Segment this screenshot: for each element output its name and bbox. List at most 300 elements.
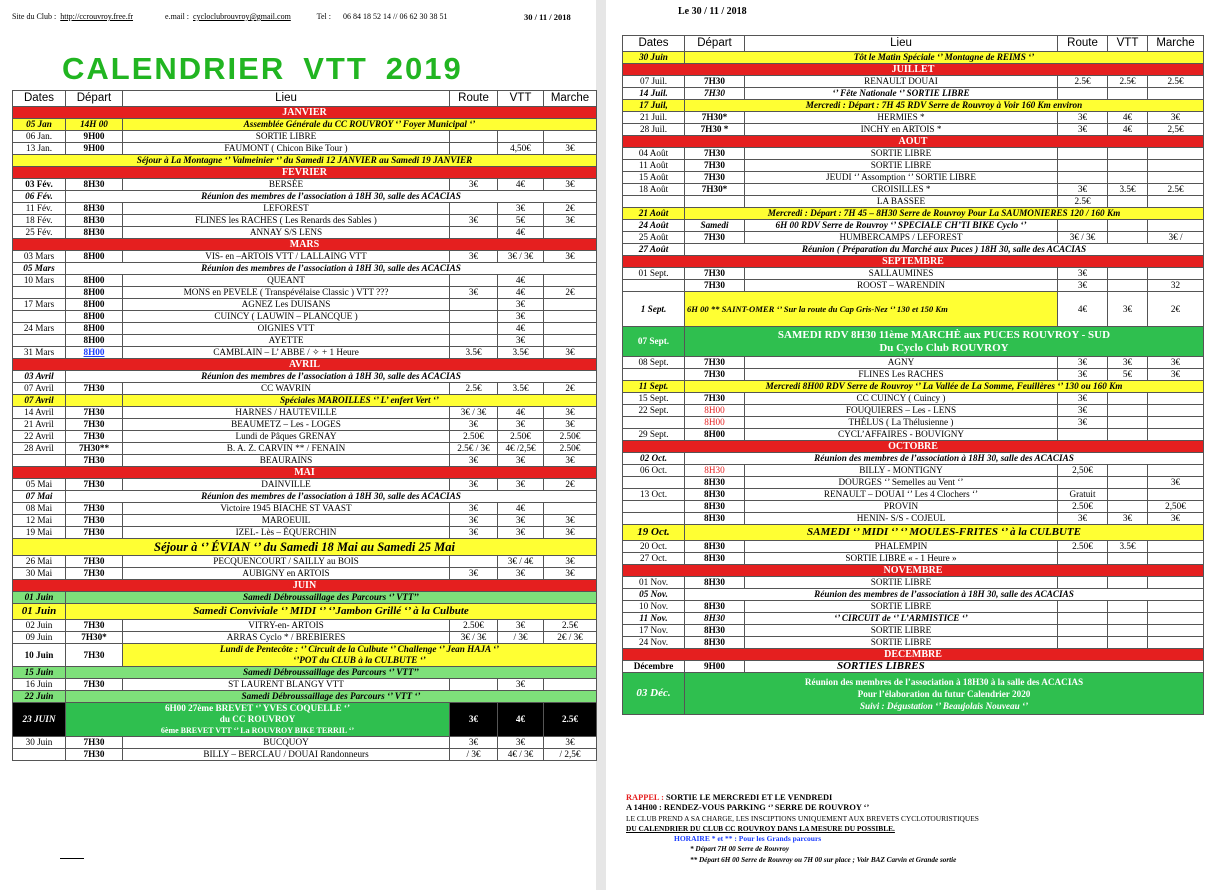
brevet-cell [66, 703, 450, 737]
price-cell [1058, 477, 1108, 489]
price-cell: 5€ [1108, 369, 1148, 381]
table-row [623, 220, 1204, 232]
table-row [13, 679, 597, 691]
charge-note-2: DU CALENDRIER DU CLUB CC ROUVROY DANS LA MESURE DU POSSIBLE. [626, 823, 895, 833]
price-cell [1148, 172, 1204, 184]
price-cell [450, 203, 498, 215]
table-row [623, 525, 1204, 541]
month-label: AOUT [623, 136, 1204, 148]
date-cell: 17 Juil, [623, 100, 685, 112]
price-cell [450, 299, 498, 311]
month-label: MARS [13, 239, 597, 251]
price-cell: 4€ [498, 287, 544, 299]
event-line: Du Cyclo Club ROUVROY [879, 341, 1009, 354]
table-row [623, 100, 1204, 112]
price-cell [1058, 88, 1108, 100]
price-cell: 4€ [1108, 112, 1148, 124]
date-cell: 27 Oct. [623, 553, 685, 565]
table-row [623, 589, 1204, 601]
table-row [623, 501, 1204, 513]
date-cell: 21 Août [623, 208, 685, 220]
price-cell: 2.5€ [544, 620, 597, 632]
depart-cell: 8H30 [66, 227, 123, 239]
table-row [13, 620, 597, 632]
price-cell [544, 311, 597, 323]
price-cell [1058, 160, 1108, 172]
price-cell [1148, 465, 1204, 477]
table-row [13, 539, 597, 556]
event-cell: Mercredi 8H00 RDV Serre de Rouvroy ‘’ La Vallée de La Somme, Feuillères ‘’ 130 ou 160 Km [685, 381, 1204, 393]
event-cell: Spéciales MAROILLES ‘’ L’ enfert Vert ‘’ [123, 395, 597, 407]
price-cell: 4€ [1108, 124, 1148, 136]
table-row [13, 737, 597, 749]
price-cell: 3€ [450, 215, 498, 227]
depart-cell: 7H30 [685, 393, 745, 405]
table-row [13, 203, 597, 215]
calendar-table-left [12, 90, 597, 761]
event-line: Réunion des membres de l’association à 18H30 à la salle des ACACIAS [804, 676, 1084, 687]
date-cell [623, 369, 685, 381]
table-row [623, 88, 1204, 100]
date-cell [13, 749, 66, 761]
date-cell: 30 Juin [623, 52, 685, 64]
lieu-cell: VITRY-en- ARTOIS [123, 620, 450, 632]
price-cell [1108, 577, 1148, 589]
price-cell: 3€ [450, 419, 498, 431]
price-cell [1108, 501, 1148, 513]
lieu-cell: ‘’ Fête Nationale ‘’ SORTIE LIBRE [745, 88, 1058, 100]
date-cell: 23 JUIN [13, 703, 66, 737]
table-row [13, 335, 597, 347]
price-cell [450, 679, 498, 691]
date-cell: 05 Nov. [623, 589, 685, 601]
table-row [623, 292, 1204, 327]
date-cell: 13 Oct. [623, 489, 685, 501]
price-cell [1148, 405, 1204, 417]
price-cell [1108, 88, 1148, 100]
tel-label: Tel : [316, 12, 331, 21]
date-cell: 11 Sept. [623, 381, 685, 393]
depart-cell: 8H30 [685, 553, 745, 565]
lieu-cell: HUMBERCAMPS / LEFOREST [745, 232, 1058, 244]
price-cell: 3€ [544, 179, 597, 191]
price-cell: 4,50€ [498, 143, 544, 155]
price-cell: 3€ [1108, 292, 1148, 327]
column-header: Départ [66, 91, 123, 107]
table-row [623, 232, 1204, 244]
date-cell: 08 Mai [13, 503, 66, 515]
depart-cell: 7H30 [685, 232, 745, 244]
price-cell: 3€ [1058, 268, 1108, 280]
price-cell: 3€ / 3€ [450, 407, 498, 419]
price-cell: 2.50€ [544, 431, 597, 443]
price-cell: 3€ [450, 527, 498, 539]
table-row [623, 577, 1204, 589]
lieu-cell: ST LAURENT BLANGY VTT [123, 679, 450, 691]
date-cell: 19 Mai [13, 527, 66, 539]
lieu-cell: SORTIE LIBRE « - 1 Heure » [745, 553, 1058, 565]
depart-cell: 7H30 [66, 419, 123, 431]
table-row [13, 323, 597, 335]
table-row [13, 263, 597, 275]
event-cell: Tôt le Matin Spéciale ‘’ Montagne de REIMS ‘’ [685, 52, 1204, 64]
price-cell: 3€ [544, 419, 597, 431]
date-cell: 17 Nov. [623, 625, 685, 637]
price-cell [1058, 429, 1108, 441]
lieu-cell: QUEANT [123, 275, 450, 287]
date-cell: 01 Juin [13, 604, 66, 620]
date-cell: 03 Déc. [623, 673, 685, 715]
page-gutter [596, 0, 606, 890]
lieu-cell: FOUQUIERES – Les - LENS [745, 405, 1058, 417]
price-cell: 3€ / 4€ [498, 556, 544, 568]
date-cell [13, 287, 66, 299]
table-row [13, 491, 597, 503]
price-cell: 3€ [1058, 417, 1108, 429]
table-row [13, 131, 597, 143]
date-cell: 10 Nov. [623, 601, 685, 613]
price-cell: 2€ [544, 479, 597, 491]
date-cell: 03 Fév. [13, 179, 66, 191]
depart-cell: 8H30 [685, 541, 745, 553]
depart-cell: 7H30 [685, 88, 745, 100]
price-cell: 3€ [544, 556, 597, 568]
price-cell [1148, 637, 1204, 649]
date-cell: 12 Mai [13, 515, 66, 527]
price-cell: 3€ / 3€ [498, 251, 544, 263]
column-header: Marche [544, 91, 597, 107]
date-cell: 06 Fév. [13, 191, 66, 203]
table-row [623, 601, 1204, 613]
price-cell [450, 143, 498, 155]
price-cell: 3.5€ [498, 347, 544, 359]
month-header [623, 565, 1204, 577]
depart-cell: 8H30 [685, 625, 745, 637]
price-cell: Gratuit [1058, 489, 1108, 501]
price-cell [1148, 541, 1204, 553]
table-row [623, 489, 1204, 501]
lieu-cell: RENAULT DOUAI [745, 76, 1058, 88]
date-cell: 01 Nov. [623, 577, 685, 589]
price-cell: 4€ [498, 703, 544, 737]
lieu-cell: ‘’ CIRCUIT de ‘’ L’ARMISTICE ‘’ [745, 613, 1058, 625]
date-cell: 17 Mars [13, 299, 66, 311]
price-cell: 3.5€ [498, 383, 544, 395]
price-cell: 2.5€ [1148, 184, 1204, 196]
price-cell [1148, 160, 1204, 172]
lieu-cell: HENIN- S/S - COJEUL [745, 513, 1058, 525]
meeting-cell: Réunion des membres de l’association à 18H 30, salle des ACACIAS [66, 371, 597, 383]
depart-cell: 7H30 [66, 503, 123, 515]
table-row [623, 124, 1204, 136]
month-header [623, 64, 1204, 76]
lieu-cell: HERMIES * [745, 112, 1058, 124]
date-cell: 07 Avril [13, 383, 66, 395]
column-header: VTT [1108, 36, 1148, 52]
price-cell: 2€ [1148, 292, 1204, 327]
date-cell: 28 Avril [13, 443, 66, 455]
date-cell: 07 Avril [13, 395, 66, 407]
price-cell: 4€ /2,5€ [498, 443, 544, 455]
table-row [623, 465, 1204, 477]
depart-cell: 7H30* [66, 632, 123, 644]
column-header: Route [1058, 36, 1108, 52]
event-cell: Séjour à ‘’ ÉVIAN ‘’ du Samedi 18 Mai au Samedi 25 Mai [13, 539, 597, 556]
price-cell: 2.50€ [450, 431, 498, 443]
price-cell [1108, 160, 1148, 172]
table-row [13, 632, 597, 644]
table-row [13, 556, 597, 568]
price-cell: 4€ [498, 275, 544, 287]
date-cell: 15 Août [623, 172, 685, 184]
depart-cell: 7H30 [66, 431, 123, 443]
table-row [13, 515, 597, 527]
price-cell: 4€ [498, 227, 544, 239]
depart-cell: 9H00 [685, 661, 745, 673]
lieu-cell: CC WAVRIN [123, 383, 450, 395]
doc-date-right: Le 30 / 11 / 2018 [678, 6, 747, 17]
price-cell [1148, 417, 1204, 429]
price-cell: 3€ [450, 287, 498, 299]
table-row [13, 691, 597, 703]
date-cell: 11 Nov. [623, 613, 685, 625]
depart-cell [685, 196, 745, 208]
month-header [623, 136, 1204, 148]
depart-cell: 8H00 [66, 311, 123, 323]
lieu-cell: SORTIE LIBRE [745, 148, 1058, 160]
price-cell: 3€ [450, 515, 498, 527]
date-cell: 19 Oct. [623, 525, 685, 541]
price-cell [544, 275, 597, 287]
date-cell: 01 Juin [13, 592, 66, 604]
date-cell [623, 417, 685, 429]
depart-cell: 7H30 [66, 515, 123, 527]
email-link[interactable]: cycloclubrouvroy@gmail.com [193, 12, 291, 21]
table-row [623, 76, 1204, 88]
table-row [623, 637, 1204, 649]
event-cell: Samedi Débroussaillage des Parcours ‘’ VTT’’ [66, 592, 597, 604]
price-cell: 2€ / 3€ [544, 632, 597, 644]
price-cell: 2€ [544, 383, 597, 395]
table-row [13, 179, 597, 191]
lieu-cell: CROISILLES * [745, 184, 1058, 196]
month-label: DECEMBRE [623, 649, 1204, 661]
charge-note-1: LE CLUB PREND A SA CHARGE, LES INSCIPTIONS UNIQUEMENT AUX BREVETS CYCLOTOURISTIQUES [626, 813, 979, 823]
date-cell: 20 Oct. [623, 541, 685, 553]
table-row [623, 673, 1204, 715]
column-header: Lieu [745, 36, 1058, 52]
depart-cell: 7H30* [685, 184, 745, 196]
price-cell [1108, 148, 1148, 160]
date-cell: 24 Nov. [623, 637, 685, 649]
table-row [623, 196, 1204, 208]
price-cell [1108, 405, 1148, 417]
table-row [13, 419, 597, 431]
depart-cell: 8H30 [66, 215, 123, 227]
date-cell: 01 Sept. [623, 268, 685, 280]
depart-cell: 7H30 [685, 148, 745, 160]
price-cell [544, 335, 597, 347]
price-cell [1148, 268, 1204, 280]
date-cell: 06 Oct. [623, 465, 685, 477]
price-cell [1148, 88, 1204, 100]
site-url-link[interactable]: http://ccrouvroy.free.fr [60, 12, 134, 21]
brevet-line: 6ème BREVET VTT ‘’ La ROUVROY BIKE TERRIL ‘’ [160, 726, 355, 735]
date-cell: 14 Juil. [623, 88, 685, 100]
event-line: SAMEDI RDV 8H30 11ème MARCHÈ aux PUCES ROUVROY - SUD [777, 328, 1111, 341]
price-cell [1148, 601, 1204, 613]
price-cell: 3€ [498, 620, 544, 632]
price-cell [1108, 625, 1148, 637]
date-cell: 18 Août [623, 184, 685, 196]
event-cell: Assemblée Générale du CC ROUVROY ‘’ Foyer Municipal ‘’ [123, 119, 597, 131]
price-cell [1148, 613, 1204, 625]
depart-cell: 7H30 [66, 679, 123, 691]
price-cell: 3€ [450, 737, 498, 749]
lieu-cell: MAROEUIL [123, 515, 450, 527]
price-cell [1058, 613, 1108, 625]
depart-cell: 7H30 [66, 479, 123, 491]
table-header [13, 91, 597, 107]
lieu-cell: PECQUENCOURT / SAILLY au BOIS [123, 556, 450, 568]
price-cell: 3€ [498, 455, 544, 467]
table-row [623, 477, 1204, 489]
calendar-table-right [622, 35, 1204, 715]
event-cell: 6H 00 ** SAINT-OMER ‘’ Sur la route du Cap Gris-Nez ‘’ 130 et 150 Km [685, 292, 1058, 327]
price-cell [1148, 393, 1204, 405]
price-cell: 3€ [498, 515, 544, 527]
price-cell: 2.50€ [1058, 501, 1108, 513]
price-cell: 3€ [544, 527, 597, 539]
month-label: JUILLET [623, 64, 1204, 76]
price-cell: 3€ [498, 679, 544, 691]
price-cell [1108, 489, 1148, 501]
meeting-cell: Réunion des membres de l’association à 18H 30, salle des ACACIAS [685, 589, 1204, 601]
date-cell: 07 Sept. [623, 327, 685, 357]
date-cell: 26 Mai [13, 556, 66, 568]
table-row [623, 160, 1204, 172]
depart-cell: 8H00 [66, 335, 123, 347]
date-cell: 24 Mars [13, 323, 66, 335]
date-cell: 22 Avril [13, 431, 66, 443]
month-label: OCTOBRE [623, 441, 1204, 453]
date-cell: Décembre [623, 661, 685, 673]
depart-cell: 8H00 [66, 287, 123, 299]
page-title: CALENDRIER VTT 2019 [62, 51, 463, 86]
column-header: Route [450, 91, 498, 107]
price-cell: 2,5€ [1148, 124, 1204, 136]
price-cell [1108, 280, 1148, 292]
date-cell: 16 Juin [13, 679, 66, 691]
price-cell [1108, 601, 1148, 613]
lieu-cell: DAINVILLE [123, 479, 450, 491]
table-row [13, 155, 597, 167]
table-row [623, 417, 1204, 429]
price-cell: 3€ [1108, 357, 1148, 369]
depart-cell: 7H30 [685, 357, 745, 369]
price-cell: 3€ [1058, 393, 1108, 405]
lieu-cell: FAUMONT ( Chicon Bike Tour ) [123, 143, 450, 155]
depart-cell: Samedi [685, 220, 745, 232]
price-cell [1058, 220, 1108, 232]
lieu-cell: THÉLUS ( La Thélusienne ) [745, 417, 1058, 429]
lieu-cell: SORTIE LIBRE [745, 637, 1058, 649]
price-cell: 3€ [544, 143, 597, 155]
date-cell [623, 280, 685, 292]
lieu-cell: Lundi de Pâques GRENAY [123, 431, 450, 443]
price-cell: 3€ [498, 568, 544, 580]
event-cell: SAMEDI ‘’ MIDI ‘’ ‘’ MOULES-FRITES ‘’ à la CULBUTE [685, 525, 1204, 541]
date-cell: 05 Jan [13, 119, 66, 131]
event-line: Lundi de Pentecôte : ‘’ Circuit de la Culbute ‘’ Challenge ‘’ Jean HAJA ‘’ [219, 644, 500, 654]
price-cell [1058, 553, 1108, 565]
price-cell: 4€ [498, 503, 544, 515]
price-cell: 3€ [544, 737, 597, 749]
depart-cell: 8H30 [685, 465, 745, 477]
month-header [623, 441, 1204, 453]
table-row [13, 592, 597, 604]
table-row [623, 280, 1204, 292]
date-cell: 07 Juil. [623, 76, 685, 88]
price-cell [1148, 429, 1204, 441]
table-row [13, 568, 597, 580]
lieu-cell: B. A. Z. CARVIN ** / FENAIN [123, 443, 450, 455]
site-label: Site du Club : [12, 12, 57, 21]
price-cell: 3.5€ [450, 347, 498, 359]
date-cell: 04 Août [623, 148, 685, 160]
rappel-text: SORTIE LE MERCREDI ET LE VENDREDI [666, 793, 833, 802]
price-cell [544, 679, 597, 691]
date-cell: 1 Sept. [623, 292, 685, 327]
date-cell: 14 Avril [13, 407, 66, 419]
table-row [13, 703, 597, 737]
price-cell: 3€ [1148, 477, 1204, 489]
price-cell: 4€ [498, 323, 544, 335]
depart-cell: 8H30 [685, 637, 745, 649]
footer-rule [60, 858, 84, 859]
lieu-cell: BEAUMETZ – Les - LOGES [123, 419, 450, 431]
depart-cell: 8H00 [66, 347, 123, 359]
depart-cell: 7H30 [66, 407, 123, 419]
table-row [623, 112, 1204, 124]
horaire-2: ** Départ 6H 00 Serre de Rouvroy ou 7H 00 sur place ; Voir BAZ Carvin et Grande sortie [690, 855, 957, 864]
table-row [623, 357, 1204, 369]
depart-cell: 8H30 [685, 577, 745, 589]
price-cell: 3€ [1058, 513, 1108, 525]
month-label: JUIN [13, 580, 597, 592]
header-info-line [12, 12, 571, 22]
table-row [13, 604, 597, 620]
depart-cell: 8H30 [685, 613, 745, 625]
price-cell: 3€ [1058, 112, 1108, 124]
table-header [623, 36, 1204, 52]
table-row [623, 405, 1204, 417]
date-cell: 10 Juin [13, 644, 66, 667]
meeting-cell: Réunion des membres de l’association à 18H 30, salle des ACACIAS [66, 263, 597, 275]
month-header [13, 167, 597, 179]
price-cell: 3€ [498, 479, 544, 491]
month-header [623, 649, 1204, 661]
depart-cell: 7H30* [685, 112, 745, 124]
depart-cell: 7H30 [66, 383, 123, 395]
price-cell: 3€ [450, 568, 498, 580]
table-row [13, 395, 597, 407]
table-row [623, 268, 1204, 280]
price-cell: 3€ [544, 455, 597, 467]
lieu-cell: SORTIE LIBRE [745, 160, 1058, 172]
table-row [13, 644, 597, 667]
table-row [13, 455, 597, 467]
